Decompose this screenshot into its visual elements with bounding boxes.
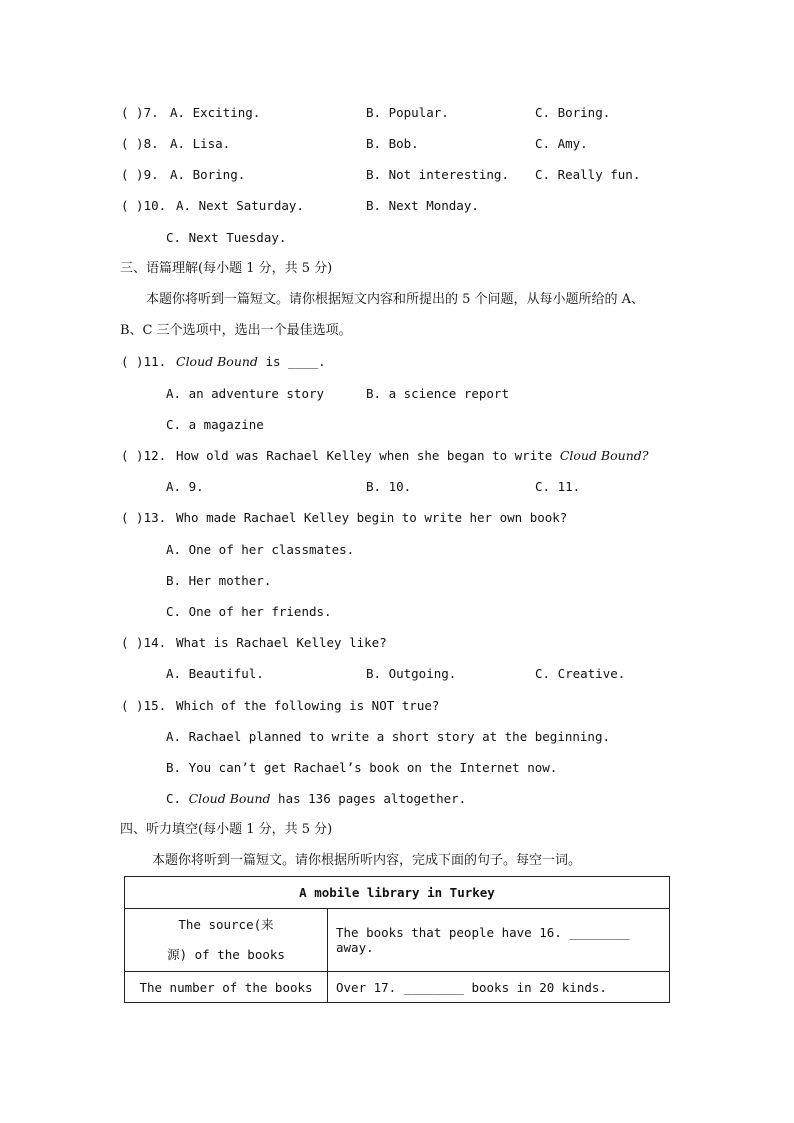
table-source-value: The books that people have 16. ________ away. xyxy=(328,909,670,972)
q12-option-a: A. 9. xyxy=(166,479,204,494)
table-number-label: The number of the books xyxy=(125,972,328,1003)
q14-option-b: B. Outgoing. xyxy=(366,666,457,681)
q7-option-a: A. Exciting. xyxy=(170,105,261,120)
fill-in-table xyxy=(124,876,670,1003)
q15-option-b: B. You can’t get Rachael’s book on the Internet now. xyxy=(166,760,558,775)
q15-stem: Which of the following is NOT true? xyxy=(176,698,440,713)
q9-option-a: A. Boring. xyxy=(170,167,246,182)
q10-option-b: B. Next Monday. xyxy=(366,198,479,213)
q15-option-a: A. Rachael planned to write a short story at the beginning. xyxy=(166,729,611,744)
section4-title: 四、听力填空(每小题 1 分，共 5 分) xyxy=(120,822,333,837)
q8-option-b: B. Bob. xyxy=(366,136,419,151)
q14-option-a: A. Beautiful. xyxy=(166,666,264,681)
q14-option-c: C. Creative. xyxy=(535,666,626,681)
q8-number: ( )8. xyxy=(121,136,159,151)
section3-title: 三、语篇理解(每小题 1 分，共 5 分) xyxy=(120,261,333,276)
q9-number: ( )9. xyxy=(121,167,159,182)
q14-stem: What is Rachael Kelley like? xyxy=(176,635,387,650)
q12-option-b: B. 10. xyxy=(366,479,412,494)
section4-instruction: 本题你将听到一篇短文。请你根据所听内容，完成下面的句子。每空一词。 xyxy=(152,853,582,868)
section3-instruction: 本题你将听到一篇短文。请你根据短文内容和所提出的 5 个问题，从每小题所给的 A、 xyxy=(146,292,645,307)
q11-number: ( )11. xyxy=(121,354,167,369)
q11-option-a: A. an adventure story xyxy=(166,386,325,401)
table-source-label: The source(来 源) of the books xyxy=(125,909,328,972)
q12-option-c: C. 11. xyxy=(535,479,581,494)
q11-option-c: C. a magazine xyxy=(166,417,264,432)
q14-number: ( )14. xyxy=(121,635,167,650)
q13-option-a: A. One of her classmates. xyxy=(166,542,355,557)
q7-number: ( )7. xyxy=(121,105,159,120)
q8-option-a: A. Lisa. xyxy=(170,136,231,151)
q13-option-c: C. One of her friends. xyxy=(166,604,332,619)
q10-option-c: C. Next Tuesday. xyxy=(166,230,287,245)
q10-number: ( )10. xyxy=(121,198,167,213)
q12-stem: How old was Rachael Kelley when she began to write Cloud Bound? xyxy=(176,448,649,463)
q12-number: ( )12. xyxy=(121,448,167,463)
q7-option-b: B. Popular. xyxy=(366,105,449,120)
q13-stem: Who made Rachael Kelley begin to write her own book? xyxy=(176,510,568,525)
q15-book-title: Cloud Bound xyxy=(188,791,271,806)
q9-option-b: B. Not interesting. xyxy=(366,167,509,182)
q11-option-b: B. a science report xyxy=(366,386,509,401)
q15-number: ( )15. xyxy=(121,698,167,713)
q11-stem: Cloud Bound is ____. xyxy=(176,354,326,369)
q12-book-title: Cloud Bound? xyxy=(559,448,649,463)
q8-option-c: C. Amy. xyxy=(535,136,588,151)
section3-instruction-cont: B、C 三个选项中，选出一个最佳选项。 xyxy=(120,323,352,338)
q11-book-title: Cloud Bound xyxy=(176,354,258,369)
q9-option-c: C. Really fun. xyxy=(535,167,641,182)
q7-option-c: C. Boring. xyxy=(535,105,611,120)
q10-option-a: A. Next Saturday. xyxy=(176,198,304,213)
q13-option-b: B. Her mother. xyxy=(166,573,272,588)
q15-option-c: C. Cloud Bound has 136 pages altogether. xyxy=(166,791,467,806)
q13-number: ( )13. xyxy=(121,510,167,525)
table-number-value: Over 17. ________ books in 20 kinds. xyxy=(328,972,670,1003)
table-header: A mobile library in Turkey xyxy=(125,877,670,909)
